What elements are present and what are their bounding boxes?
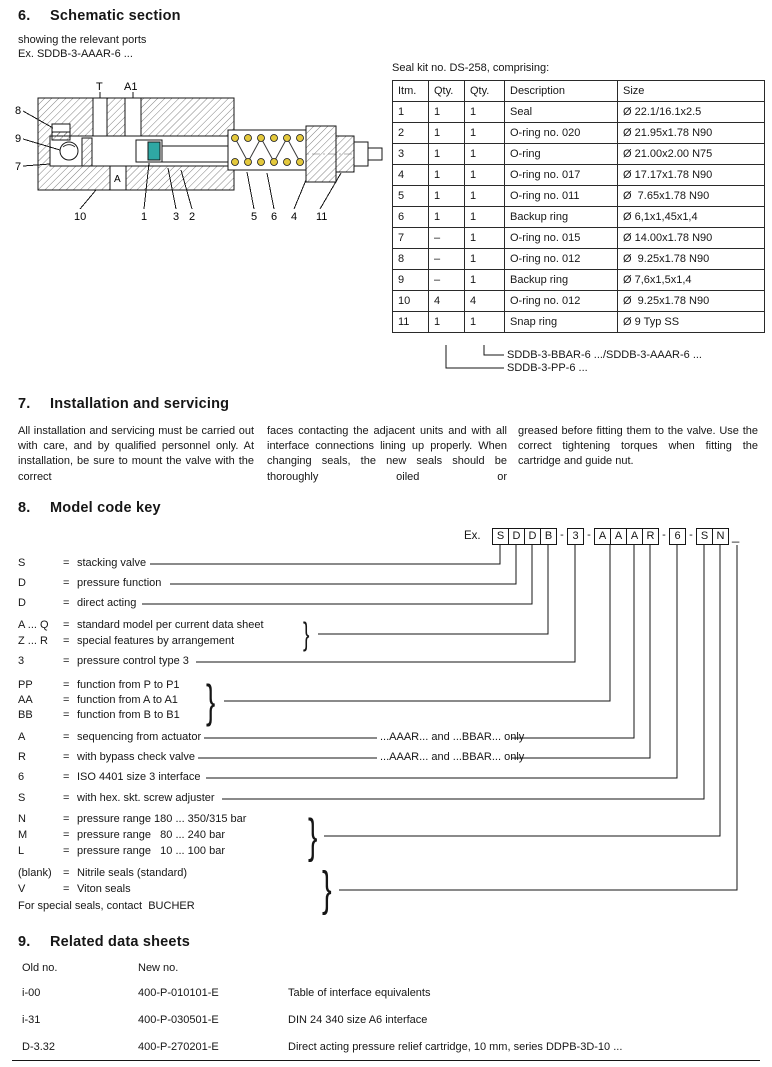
- model-code-key-row: AA = function from A to A1: [18, 694, 178, 706]
- qty-cell: 4: [465, 291, 505, 312]
- column-header: Qty.: [465, 81, 505, 102]
- qty-cell: 1: [429, 165, 465, 186]
- group-brace: }: [206, 675, 216, 727]
- size-cell: Ø 9 Typ SS: [618, 312, 765, 333]
- code-separator: -: [560, 529, 564, 541]
- qty-cell: –: [429, 270, 465, 291]
- description-cell: O-ring no. 011: [505, 186, 618, 207]
- model-code-box: D: [508, 528, 525, 545]
- model-code-note: ...AAAR... and ...BBAR... only: [380, 731, 525, 743]
- item-number-cell: 4: [393, 165, 429, 186]
- example-label: Ex.: [464, 530, 481, 542]
- model-code-box: R: [642, 528, 659, 545]
- model-code-key-row: S = with hex. skt. screw adjuster: [18, 792, 215, 804]
- section-title: Schematic section: [50, 8, 181, 24]
- section-number: 6.: [18, 8, 31, 24]
- qty-cell: 1: [429, 102, 465, 123]
- qty-cell: 1: [429, 144, 465, 165]
- section-heading-7: [18, 396, 229, 412]
- qty-cell: –: [429, 249, 465, 270]
- valve-schematic-figure: [8, 78, 388, 234]
- related-sheet-row: [22, 1041, 762, 1067]
- size-cell: Ø 7,6x1,5x1,4: [618, 270, 765, 291]
- model-code-box: 6: [669, 528, 686, 545]
- table-row: [393, 291, 765, 312]
- description-cell: Snap ring: [505, 312, 618, 333]
- size-cell: Ø 21.00x2.00 N75: [618, 144, 765, 165]
- related-sheet-row: [22, 987, 762, 1014]
- section-number: 9.: [18, 934, 31, 950]
- schematic-caption-2: Ex. SDDB-3-AAAR-6 ...: [18, 48, 133, 60]
- item-number-cell: 10: [393, 291, 429, 312]
- table-row: [393, 186, 765, 207]
- old-number: D-3.32: [22, 1041, 56, 1053]
- model-code-key-row: A ... Q = standard model per current data sheet: [18, 619, 264, 631]
- model-code-box: S: [696, 528, 713, 545]
- model-code-box: A: [626, 528, 643, 545]
- model-code-key-row: S = stacking valve: [18, 557, 147, 569]
- cartridge-seal: [148, 142, 160, 160]
- table-row: [393, 144, 765, 165]
- seal-kit-table: [392, 80, 765, 333]
- port-label-a1: A1: [124, 81, 138, 93]
- table-row: [393, 207, 765, 228]
- callout-label: 9: [15, 133, 22, 145]
- section-number: 7.: [18, 396, 31, 412]
- callout-label: 2: [189, 211, 196, 223]
- code-separator: -: [587, 529, 591, 541]
- installation-paragraph-3: greased before fitting them to the valve. Use the correct tightening torques when fitting the cartridge and guide nut.: [518, 425, 758, 468]
- model-code-key-row: R = with bypass check valve: [18, 751, 195, 763]
- model-code-key-row: D = pressure function: [18, 577, 162, 589]
- item-number-cell: 8: [393, 249, 429, 270]
- new-number: 400-P-270201-E: [138, 1041, 219, 1053]
- model-code-key-row: Z ... R = special features by arrangement: [18, 635, 235, 647]
- qty-cell: 1: [429, 312, 465, 333]
- sheet-description: Direct acting pressure relief cartridge, 10 mm, series DDPB-3D-10 ...: [288, 1041, 623, 1053]
- installation-paragraph-1: All installation and servicing must be carried out with care, and by qualified personnel only. At installation, be sure to mount the valve with the correct: [18, 425, 254, 483]
- guide-nut: [306, 126, 336, 182]
- section-title: Related data sheets: [50, 934, 190, 950]
- old-number: i-00: [22, 987, 41, 999]
- size-cell: Ø 22.1/16.1x2.5: [618, 102, 765, 123]
- sheet-description: Table of interface equivalents: [288, 987, 431, 999]
- model-code-box: A: [594, 528, 611, 545]
- description-cell: O-ring no. 015: [505, 228, 618, 249]
- page-bottom-rule: [12, 1060, 760, 1061]
- qty-cell: 1: [465, 207, 505, 228]
- model-code-key-row: V = Viton seals: [18, 883, 131, 895]
- qty-cell: 1: [465, 186, 505, 207]
- callout-label: 6: [271, 211, 278, 223]
- item-number-cell: 1: [393, 102, 429, 123]
- qty-cell: 4: [429, 291, 465, 312]
- model-code-key-row: For special seals, contact BUCHER: [18, 900, 195, 912]
- qty-cell: 1: [465, 123, 505, 144]
- model-code-box: B: [540, 528, 557, 545]
- item-number-cell: 5: [393, 186, 429, 207]
- description-cell: O-ring no. 020: [505, 123, 618, 144]
- description-cell: Seal: [505, 102, 618, 123]
- model-code-box: N: [712, 528, 729, 545]
- item-number-cell: 11: [393, 312, 429, 333]
- size-cell: Ø 9.25x1.78 N90: [618, 249, 765, 270]
- model-code-key-row: (blank) = Nitrile seals (standard): [18, 867, 188, 879]
- description-cell: Backup ring: [505, 270, 618, 291]
- table-row: [393, 228, 765, 249]
- callout-label: 7: [15, 161, 22, 173]
- old-number: i-31: [22, 1014, 41, 1026]
- qty-cell: 1: [465, 165, 505, 186]
- sheet-description: DIN 24 340 size A6 interface: [288, 1014, 428, 1026]
- qty-cell: 1: [465, 228, 505, 249]
- description-cell: Backup ring: [505, 207, 618, 228]
- qty-cell: 1: [465, 270, 505, 291]
- seal-kit-title: Seal kit no. DS-258, comprising:: [392, 62, 550, 74]
- table-row: [393, 270, 765, 291]
- new-number: 400-P-030501-E: [138, 1014, 219, 1026]
- related-sheets-table: [22, 962, 762, 1067]
- callout-label: 8: [15, 105, 22, 117]
- model-code-key-row: 6 = ISO 4401 size 3 interface: [18, 771, 201, 783]
- description-cell: O-ring no. 017: [505, 165, 618, 186]
- section-heading-9: [18, 934, 190, 950]
- qty-cell: 1: [465, 144, 505, 165]
- table-row: [393, 312, 765, 333]
- group-brace: }: [322, 863, 332, 916]
- column-header: Description: [505, 81, 618, 102]
- callout-label: 10: [74, 211, 87, 223]
- qty-cell: 1: [429, 186, 465, 207]
- model-code-box: D: [524, 528, 541, 545]
- callout-label: 1: [141, 211, 148, 223]
- installation-paragraph-2: faces contacting the adjacent units and with all interface connections lining up properly. When changing seals, the new seals should be thoroughly oiled or: [267, 425, 507, 483]
- model-code-box: S: [492, 528, 509, 545]
- qty-cell: 1: [465, 249, 505, 270]
- table-row: [393, 102, 765, 123]
- group-brace: }: [308, 809, 318, 862]
- item-number-cell: 2: [393, 123, 429, 144]
- related-sheet-row: [22, 1014, 762, 1041]
- model-code-key-row: D = direct acting: [18, 597, 137, 609]
- size-cell: Ø 21.95x1.78 N90: [618, 123, 765, 144]
- column-header: Qty.: [429, 81, 465, 102]
- qty-cell: 1: [429, 207, 465, 228]
- item-number-cell: 3: [393, 144, 429, 165]
- model-code-key-row: 3 = pressure control type 3: [18, 655, 189, 667]
- model-code-box: 3: [567, 528, 584, 545]
- model-code-key-row: L = pressure range 10 ... 100 bar: [18, 845, 225, 857]
- size-cell: Ø 7.65x1.78 N90: [618, 186, 765, 207]
- seal-kit-variant-label: SDDB-3-BBAR-6 .../SDDB-3-AAAR-6 ...: [507, 349, 702, 361]
- port-label-a: A: [114, 174, 121, 185]
- item-number-cell: 9: [393, 270, 429, 291]
- model-code-key-row: A = sequencing from actuator: [18, 731, 202, 743]
- size-cell: Ø 9.25x1.78 N90: [618, 291, 765, 312]
- callout-label: 3: [173, 211, 180, 223]
- section-title: Model code key: [50, 500, 161, 516]
- model-code-key-row: M = pressure range 80 ... 240 bar: [18, 829, 225, 841]
- seal-kit-variant-label: SDDB-3-PP-6 ...: [507, 362, 588, 374]
- callout-label: 5: [251, 211, 258, 223]
- code-separator: -: [662, 529, 666, 541]
- callout-label: 4: [291, 211, 298, 223]
- related-sheets-header: Old no. New no.: [22, 962, 179, 974]
- model-code-key-row: BB = function from B to B1: [18, 709, 180, 721]
- qty-cell: 1: [429, 123, 465, 144]
- model-code-example: [464, 528, 764, 546]
- model-code-key-row: N = pressure range 180 ... 350/315 bar: [18, 813, 247, 825]
- model-code-key-row: PP = function from P to P1: [18, 679, 180, 691]
- qty-cell: –: [429, 228, 465, 249]
- table-row: [393, 165, 765, 186]
- seal-kit-header-row: [393, 81, 765, 102]
- description-cell: O-ring no. 012: [505, 291, 618, 312]
- model-code-note: ...AAAR... and ...BBAR... only: [380, 751, 525, 763]
- table-row: [393, 249, 765, 270]
- code-blank-position: _: [732, 528, 740, 543]
- screw-adjuster: [368, 148, 382, 160]
- item-number-cell: 6: [393, 207, 429, 228]
- size-cell: Ø 14.00x1.78 N90: [618, 228, 765, 249]
- section-heading-6: [18, 8, 181, 24]
- section-number: 8.: [18, 500, 31, 516]
- port-label-t: T: [96, 81, 103, 93]
- group-brace: }: [303, 616, 310, 652]
- item-number-cell: 7: [393, 228, 429, 249]
- qty-cell: 1: [465, 312, 505, 333]
- size-cell: Ø 17.17x1.78 N90: [618, 165, 765, 186]
- description-cell: O-ring: [505, 144, 618, 165]
- column-header: Itm.: [393, 81, 429, 102]
- description-cell: O-ring no. 012: [505, 249, 618, 270]
- section-heading-8: [18, 500, 161, 516]
- model-code-box: A: [610, 528, 627, 545]
- column-header: Size: [618, 81, 765, 102]
- callout-label: 11: [316, 211, 328, 223]
- table-row: [393, 123, 765, 144]
- new-number: 400-P-010101-E: [138, 987, 219, 999]
- schematic-caption-1: showing the relevant ports: [18, 34, 147, 46]
- size-cell: Ø 6,1x1,45x1,4: [618, 207, 765, 228]
- section-title: Installation and servicing: [50, 396, 230, 412]
- code-separator: -: [689, 529, 693, 541]
- qty-cell: 1: [465, 102, 505, 123]
